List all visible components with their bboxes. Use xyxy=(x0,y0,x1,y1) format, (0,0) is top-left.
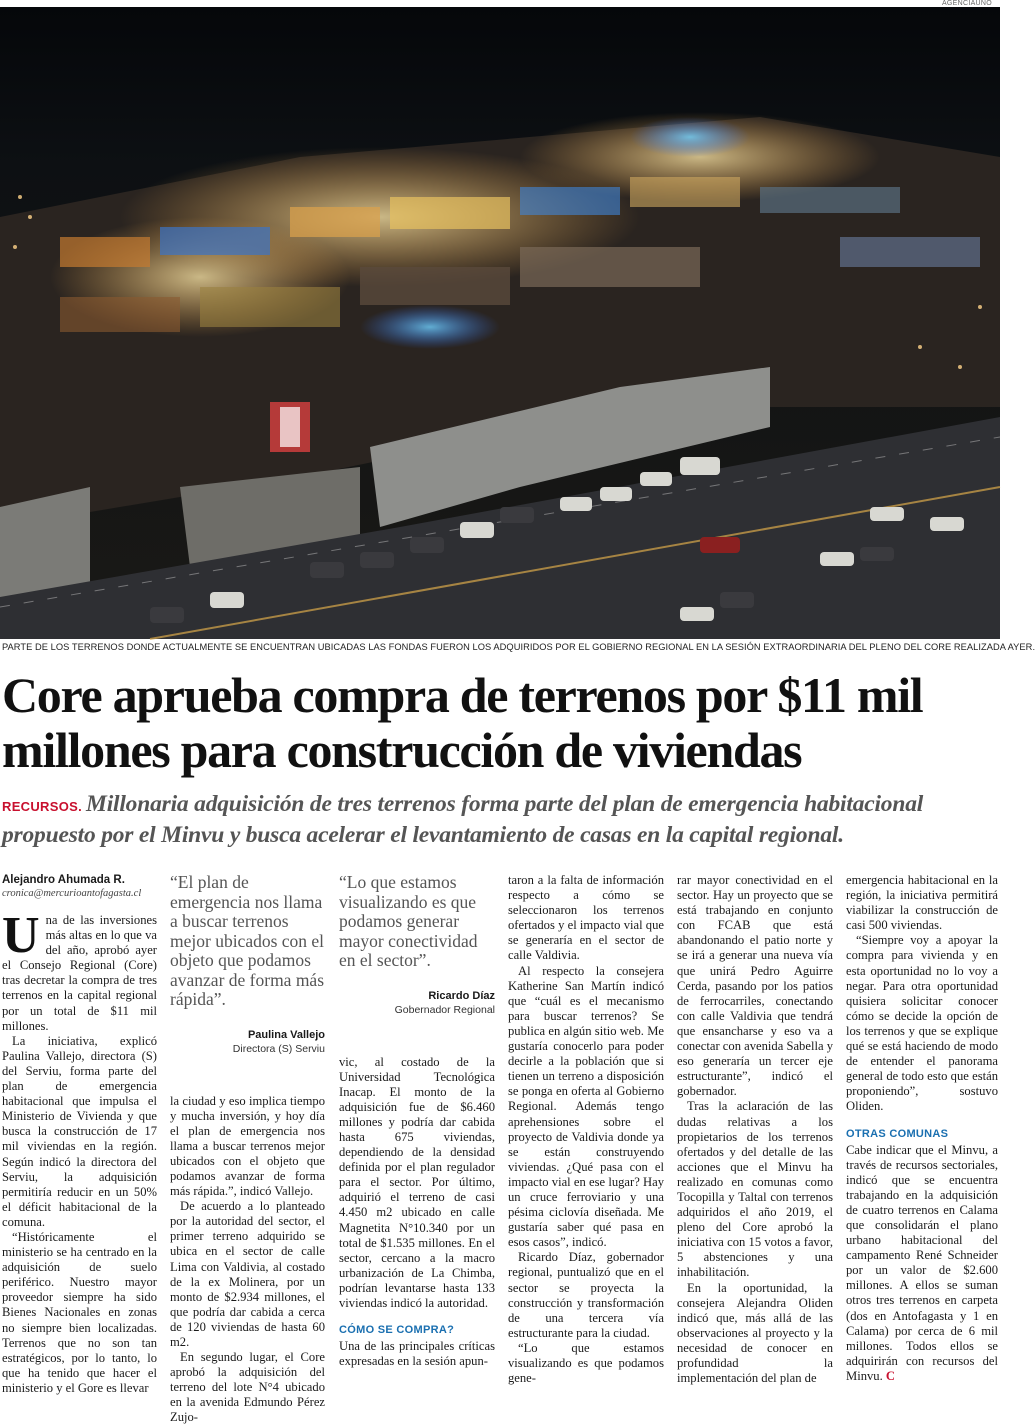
author-email[interactable]: cronica@mercurioantofagasta.cl xyxy=(2,888,142,899)
photo-illustration xyxy=(0,7,1000,639)
body-paragraph: taron a la falta de información respecto a cómo se seleccionaron los terrenos ofertados y el impacto vial que se generaría en el sector de calle Valdivia. xyxy=(508,873,664,963)
pull-quote-diaz: “Lo que estamos visualizando es que podamos generar mayor conectividad en el sector”. xyxy=(339,872,478,970)
body-paragraph: “Históricamente el ministerio se ha centrado en la adquisición de suelo periférico. Nuestro mayor proveedor siempre ha sido Bienes Nacionales en zonas no siempre bien localizadas. Terrenos que no son tan estratégicos, por lo tanto, lo que ha tenido que hacer el ministerio y el Gore es llevar xyxy=(2,1229,157,1395)
body-paragraph: “Lo que estamos visualizando es que podamos gene- xyxy=(508,1340,664,1386)
column-1 xyxy=(2,873,157,1396)
column-2 xyxy=(170,873,325,1426)
headline: Core aprueba compra de terrenos por $11 mil millones para construcción de viviendas xyxy=(2,667,923,778)
body-paragraph: Ricardo Díaz, gobernador regional, puntualizó que en el sector se proyecta la construcción y transformación de una tercera vía estructurante para la ciudad. xyxy=(508,1250,664,1340)
body-paragraph: Al respecto la consejera Katherine San Martín indicó que “cuál es el mecanismo para buscar terrenos? Se publica en algún sitio web. Me gustaría conocerlo para poder decirle a la población que si tienen un terreno a disposición se ponga en oferta al Gobierno Regional. Además tengo aprehensiones sobre el proyecto de Valdivia donde ya se están construyendo viviendas. ¿Qué pasa con el impacto vial en ese lugar? Hay un cruce ferroviario y una pésima ciclovía diseñada. Me gustaría saber qué pasa en esos casos”, indicó. xyxy=(508,963,664,1250)
body-paragraph: “Siempre voy a apoyar la compra para vivienda y en esta oportunidad no lo voy a negar. Para otra oportunidad quisiera solicitar conocer cómo se decide la opción de los terrenos y que se explique qué se está haciendo de modo de entender el panorama general de todo esto que están proponiendo”, sostuvo Oliden. xyxy=(846,933,998,1114)
lead-text: Millonaria adquisición de tres terrenos forma parte del plan de emergencia habitacional propuesto por el Minvu y busca acelerar el levantamiento de casas en la capital regional. xyxy=(2,791,924,848)
body-paragraph: En segundo lugar, el Core aprobó la adquisición del terreno del lote N°4 ubicado en la avenida Edmundo Pérez Zujo- xyxy=(170,1350,325,1425)
subhead-otras-comunas: OTRAS COMUNAS xyxy=(846,1127,949,1140)
aerial-night-photo xyxy=(0,7,1000,639)
column-6 xyxy=(846,873,998,1384)
subhead-como-se-compra: CÓMO SE COMPRA? xyxy=(339,1324,455,1337)
column-3 xyxy=(339,873,495,1369)
lead-paragraph xyxy=(2,790,998,850)
body-paragraph: Cabe indicar que el Minvu, a través de recursos sectoriales, indicó que se encuentra trabajando en la adquisición de cuatro terrenos en Calama que consolidarán el plano urbano habitacional del campamento René Schneider por un valor de $2.600 millones. A ellos se suman otros tres terrenos en carpeta (dos en Antofagasta y 1 en Calama) por cerca de 6 mil millones. Todos ellos se adquirirán con recursos del Minvu. xyxy=(846,1142,998,1383)
body-paragraph: En la oportunidad, la consejera Alejandra Oliden indicó que, más allá de las observaciones al proyecto y la necesidad de conocer en profundidad la implementación del plan de xyxy=(677,1280,833,1386)
quote-author-role: Gobernador Regional xyxy=(394,1003,495,1016)
author-byline: Alejandro Ahumada R. xyxy=(2,874,125,886)
body-paragraph: la ciudad y eso implica tiempo y mucha inversión, y hoy día el plan de emergencia nos llama a buscar terrenos mejor ubicados con el objeto que podamos avanzar de forma más rápida.”, indicó Vallejo. xyxy=(170,1093,325,1199)
quote-author: Ricardo Díaz xyxy=(428,989,495,1002)
column-5 xyxy=(677,873,833,1386)
body-paragraph: Tras la aclaración de las dudas relativas a los propietarios de los terrenos ofertados y del detalle de las acciones que el Minvu ha realizado en comunas como Tocopilla y Taltal con terrenos adquiridos el año 2019, el pleno del Core aprobó la iniciativa con 15 votos a favor, 5 abstenciones y una inhabilitación. xyxy=(677,1099,833,1280)
photo-caption: PARTE DE LOS TERRENOS DONDE ACTUALMENTE SE ENCUENTRAN UBICADAS LAS FONDAS FUERON LOS ADQUIRIDOS POR EL GOBIERNO REGIONAL EN LA SESIÓN EXTRAORDINARIA DEL PLENO DEL CORE REALIZADA AYER. xyxy=(2,642,1035,652)
section-kicker: RECURSOS. xyxy=(2,799,82,814)
photo-credit: AGENCIAUNO xyxy=(941,0,992,7)
body-paragraph: vic, al costado de la Universidad Tecnológica Inacap. El monto de la adquisición fue de $6.460 millones y podría dar cabida hasta 675 viviendas, dependiendo de la densidad definida por el plan regulador para el sector. Por último, adquirió el terreno de casi 4.450 m2 ubicado en calle Magnetita N°10.340 por un total de $1.535 millones. En el sector, cercano a la macro urbanización de La Chimba, podrían levantarse hasta 133 viviendas indicó la autoridad. xyxy=(339,1054,495,1310)
body-paragraph: rar mayor conectividad en el sector. Hay un proyecto que se está trabajando en conjunto con FCAB que está abandonando el patio norte y se irá a generar una nueva vía que unirá Pedro Aguirre Cerda, pasando por los patios de ferrocarriles, conectando con calle Valdivia que tendrá que ensancharse y eso va a conectar con avenida Sabella y eso generaría un tercer eje estructurante”, indicó el gobernador. xyxy=(677,873,833,1099)
body-paragraph: De acuerdo a lo planteado por la autoridad del sector, el primer terreno adquirido se ubica en el sector de calle Lima con Valdivia, al costado de la ex Molinera, por un monto de $2.934 millones, el que podría dar cabida a cerca de 120 viviendas de hasta 60 m2. xyxy=(170,1199,325,1349)
body-paragraph: emergencia habitacional en la región, la iniciativa permitirá viabilizar la construcción de casi 500 viviendas. xyxy=(846,873,998,933)
pull-quote-vallejo: “El plan de emergencia nos llama a buscar terrenos mejor ubicados con el objeto que podamos avanzar de forma más rápida”. xyxy=(170,872,325,1009)
body-paragraph: na de las inversiones más altas en lo que va del año, aprobó ayer el Consejo Regional (Core) tras decretar la compra de tres terrenos en la capital regional por un total de $11 mil millones. xyxy=(2,913,157,1033)
body-paragraph: La iniciativa, explicó Paulina Vallejo, directora (S) del Serviu, forma parte del plan de emergencia habitacional que impulsa el Ministerio de Vivienda y que busca la construcción de 17 mil viviendas en la región. Según indicó la directora del Serviu, la adquisición permitiría reducir en un 50% el déficit habitacional de la comuna. xyxy=(2,1033,157,1229)
drop-cap: U xyxy=(2,907,40,964)
body-paragraph: Una de las principales críticas expresadas en la sesión apun- xyxy=(339,1339,495,1369)
quote-author-role: Directora (S) Serviu xyxy=(232,1042,325,1055)
quote-author: Paulina Vallejo xyxy=(247,1028,325,1041)
column-4 xyxy=(508,873,664,1386)
end-mark-icon: C xyxy=(885,1368,896,1383)
